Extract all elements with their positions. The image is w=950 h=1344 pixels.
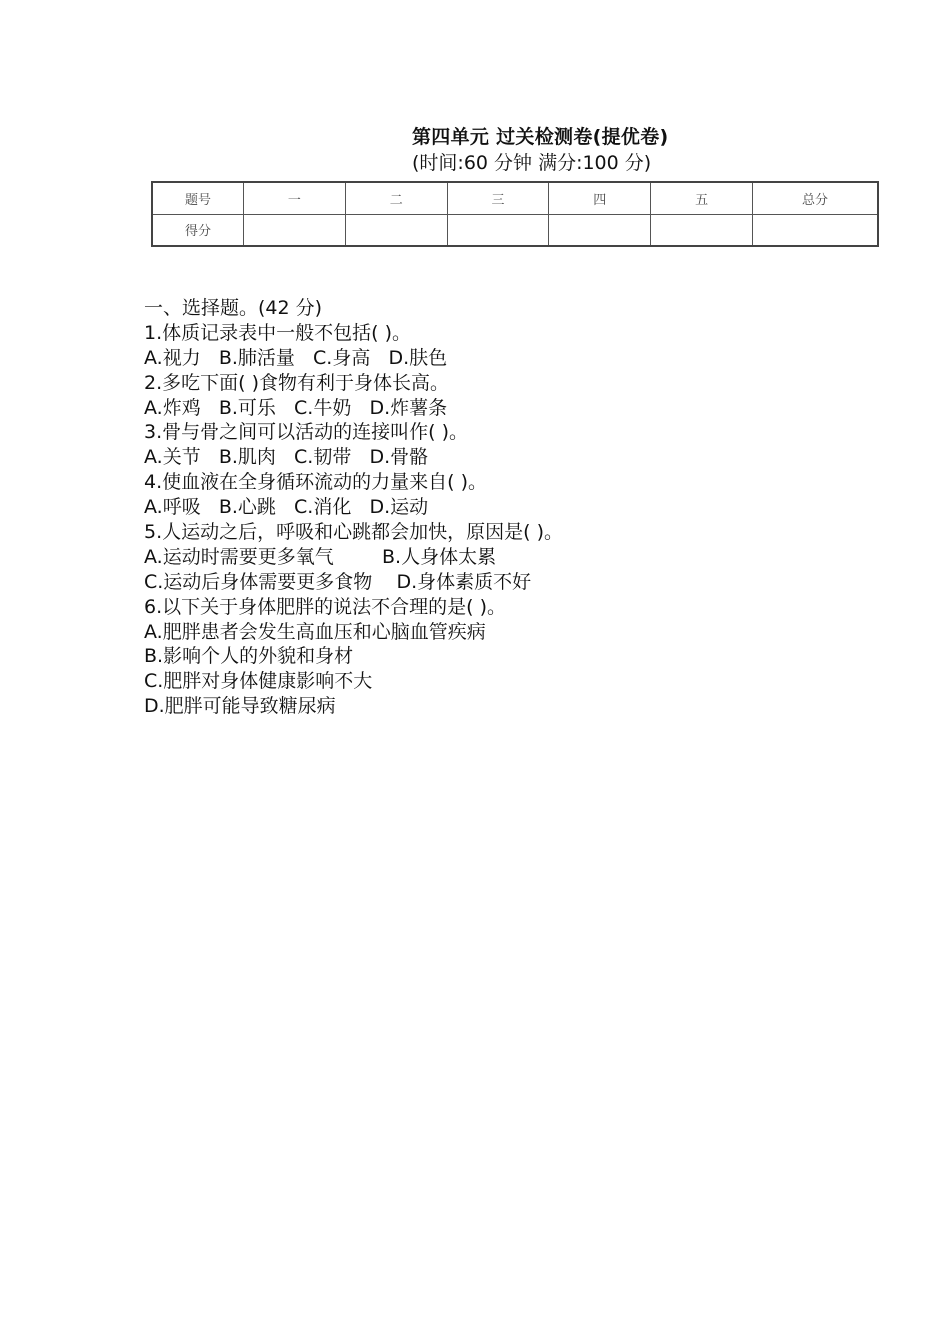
question-option: B.影响个人的外貌和身材 [144, 645, 354, 668]
question-options: C.运动后身体需要更多食物 D.身体素质不好 [144, 570, 532, 593]
score-table-row1-label: 题号 [152, 182, 244, 214]
section-heading: 一、选择题。(42 分) [144, 297, 323, 319]
question-stem: 4.使血液在全身循环流动的力量来自( )。 [144, 471, 487, 494]
score-cell-4 [549, 214, 651, 246]
question-option: D.肥胖可能导致糖尿病 [144, 695, 336, 718]
question-stem: 3.骨与骨之间可以活动的连接叫作( )。 [144, 421, 468, 444]
question-options: A.关节 B.肌肉 C.韧带 D.骨骼 [144, 446, 429, 469]
score-cell-1 [244, 214, 346, 246]
exam-title: 第四单元 过关检测卷(提优卷) [412, 126, 669, 148]
score-table-col-1: 一 [244, 182, 346, 214]
score-table-col-3: 三 [447, 182, 549, 214]
score-cell-3 [447, 214, 549, 246]
score-table-col-5: 五 [651, 182, 753, 214]
score-table-col-4: 四 [549, 182, 651, 214]
question-stem: 5.人运动之后，呼吸和心跳都会加快，原因是( )。 [144, 521, 563, 544]
exam-subtitle: (时间:60 分钟 满分:100 分) [412, 152, 652, 174]
question-options: A.运动时需要更多氧气 B.人身体太累 [144, 545, 497, 568]
question-options: A.炸鸡 B.可乐 C.牛奶 D.炸薯条 [144, 396, 448, 419]
question-options: A.呼吸 B.心跳 C.消化 D.运动 [144, 496, 429, 519]
score-cell-total [753, 214, 879, 246]
question-stem: 6.以下关于身体肥胖的说法不合理的是( )。 [144, 595, 506, 618]
section-choice-questions [144, 296, 563, 719]
score-table-total-label: 总分 [753, 182, 879, 214]
score-table [151, 181, 879, 247]
score-table-col-2: 二 [345, 182, 447, 214]
score-table-score-row [152, 214, 878, 246]
question-option: C.肥胖对身体健康影响不大 [144, 670, 373, 693]
score-cell-2 [345, 214, 447, 246]
score-table-row2-label: 得分 [152, 214, 244, 246]
question-stem: 2.多吃下面( )食物有利于身体长高。 [144, 371, 449, 394]
question-stem: 1.体质记录表中一般不包括( )。 [144, 321, 411, 344]
question-options: A.视力 B.肺活量 C.身高 D.肤色 [144, 346, 448, 369]
question-option: A.肥胖患者会发生高血压和心脑血管疾病 [144, 620, 486, 643]
score-table-header-row [152, 182, 878, 214]
score-cell-5 [651, 214, 753, 246]
